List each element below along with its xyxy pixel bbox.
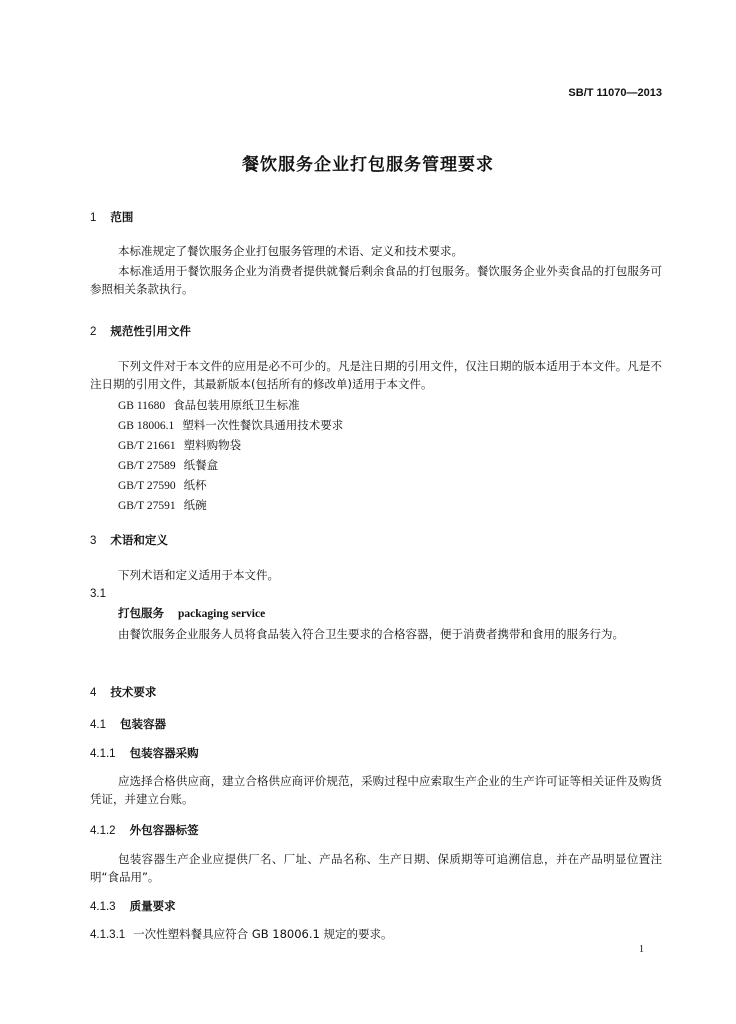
term-number: 3.1 xyxy=(90,588,106,600)
section-4-1-2-para: 包装容器生产企业应提供厂名、厂址、产品名称、生产日期、保质期等可追溯信息，并在产品明显位置注明“食品用”。 xyxy=(90,852,662,884)
section-1-para-2: 本标准适用于餐饮服务企业为消费者提供就餐后剩余食品的打包服务。餐饮服务企业外卖食品的打包服务可参照相关条款执行。 xyxy=(90,264,662,296)
section-2-para-1: 下列文件对于本文件的应用是必不可少的。凡是注日期的引用文件，仅注日期的版本适用于本文件。凡是不注日期的引用文件，其最新版本(包括所有的修改单)适用于本文件。 xyxy=(90,359,662,391)
section-1-para-1: 本标准规定了餐饮服务企业打包服务管理的术语、定义和技术要求。 xyxy=(118,244,463,258)
term-title: 打包服务 packaging service xyxy=(118,606,266,620)
reference-item: GB/T 27590 纸杯 xyxy=(118,478,207,492)
page-title: 餐饮服务企业打包服务管理要求 xyxy=(242,155,494,175)
section-4-1-2-heading: 4.1.2 外包容器标签 xyxy=(90,823,199,837)
section-4-1-heading: 4.1 包装容器 xyxy=(90,717,166,731)
reference-item: GB 18006.1 塑料一次性餐饮具通用技术要求 xyxy=(118,418,344,432)
section-4-1-1-para: 应选择合格供应商，建立合格供应商评价规范，采购过程中应索取生产企业的生产许可证等相关证件及购货凭证，并建立台账。 xyxy=(90,774,662,806)
section-4-1-3-heading: 4.1.3 质量要求 xyxy=(90,899,176,913)
section-4-heading: 4 技术要求 xyxy=(90,685,157,699)
reference-item: GB/T 27589 纸餐盒 xyxy=(118,458,219,472)
section-2-heading: 2 规范性引用文件 xyxy=(90,324,191,338)
section-3-heading: 3 术语和定义 xyxy=(90,533,168,547)
reference-item: GB 11680 食品包装用原纸卫生标准 xyxy=(118,398,300,412)
section-3-para-1: 下列术语和定义适用于本文件。 xyxy=(118,568,279,582)
standard-code: SB/T 11070—2013 xyxy=(568,87,662,99)
page-number: 1 xyxy=(639,944,644,955)
reference-item: GB/T 21661 塑料购物袋 xyxy=(118,438,242,452)
section-1-heading: 1 范围 xyxy=(90,210,134,224)
section-4-1-3-1: 4.1.3.1 一次性塑料餐具应符合 GB 18006.1 规定的要求。 xyxy=(90,927,393,941)
reference-item: GB/T 27591 纸碗 xyxy=(118,498,207,512)
section-4-1-1-heading: 4.1.1 包装容器采购 xyxy=(90,746,199,760)
term-definition: 由餐饮服务企业服务人员将食品装入符合卫生要求的合格容器，便于消费者携带和食用的服务行为。 xyxy=(118,627,624,641)
